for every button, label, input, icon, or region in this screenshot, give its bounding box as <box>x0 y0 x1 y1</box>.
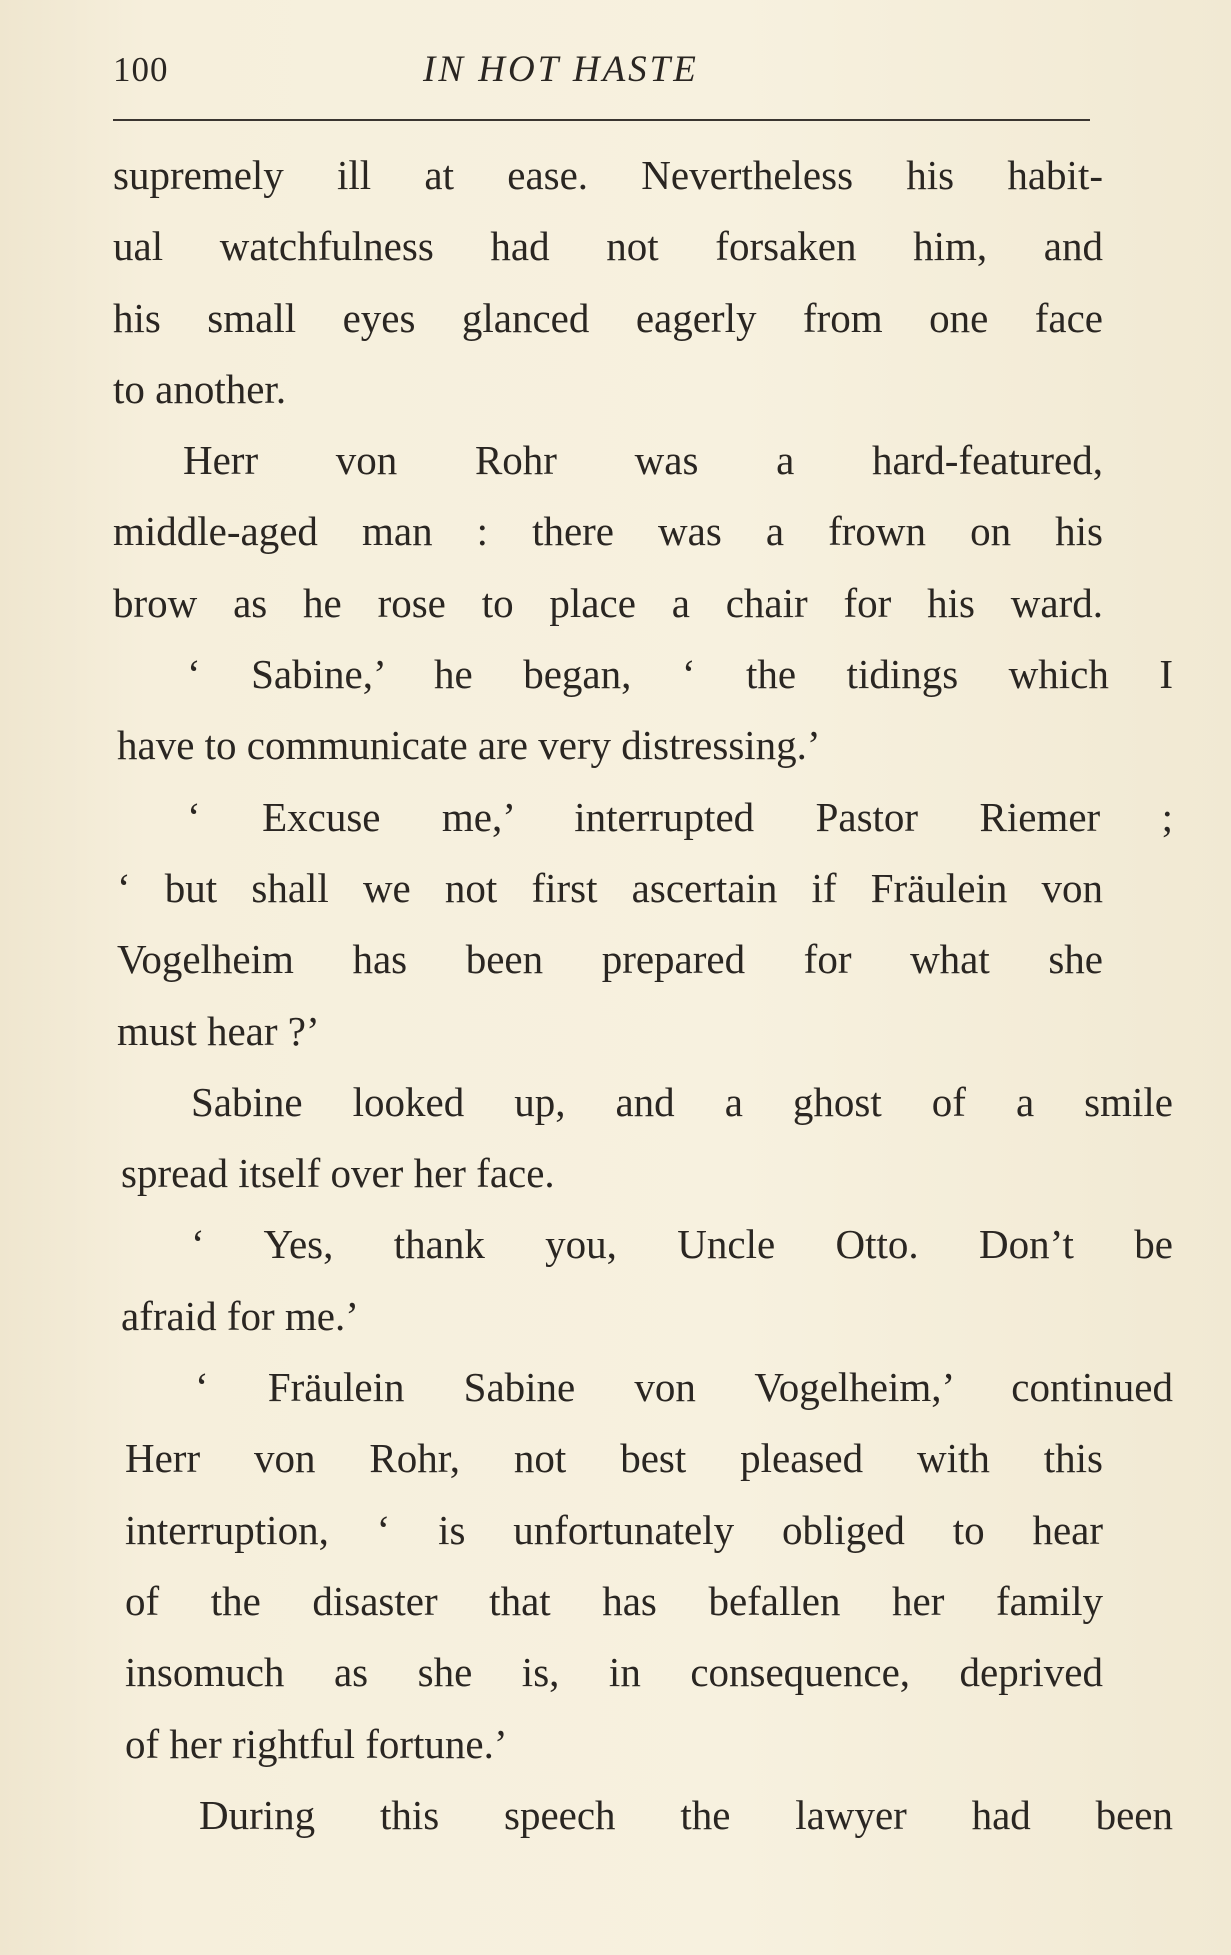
text-line: spread itself over her face. <box>121 1150 555 1197</box>
page-number: 100 <box>113 50 169 89</box>
text-line: ‘ but shall we not first ascertain if Fräulein von <box>117 864 1103 911</box>
text-line: must hear ?’ <box>117 1007 320 1054</box>
text-line: afraid for me.’ <box>121 1292 359 1339</box>
text-line: ‘ Sabine,’ he began, ‘ the tidings which I <box>187 651 1173 698</box>
text-line: brow as he rose to place a chair for his ward. <box>113 579 1103 626</box>
text-line: middle-aged man : there was a frown on his <box>113 508 1103 555</box>
text-line: ual watchfulness had not forsaken him, and <box>113 223 1103 270</box>
text-line: Herr von Rohr was a hard-featured, <box>183 437 1103 484</box>
text-line: supremely ill at ease. Nevertheless his habit- <box>113 152 1103 198</box>
text-line: of her rightful fortune.’ <box>125 1720 508 1767</box>
text-line: ‘ Excuse me,’ interrupted Pastor Riemer ; <box>187 793 1173 840</box>
text-line: insomuch as she is, in consequence, deprived <box>125 1649 1103 1696</box>
text-line: his small eyes glanced eagerly from one face <box>113 294 1103 341</box>
text-line: to another. <box>113 365 287 412</box>
body-text <box>113 140 1173 1851</box>
page-header <box>113 44 1090 104</box>
text-line: During this speech the lawyer had been <box>199 1791 1173 1838</box>
text-line: ‘ Yes, thank you, Uncle Otto. Don’t be <box>191 1221 1173 1268</box>
text-line: Vogelheim has been prepared for what she <box>117 936 1103 983</box>
header-rule <box>113 119 1090 121</box>
text-line: of the disaster that has befallen her family <box>125 1577 1103 1624</box>
text-line: have to communicate are very distressing.’ <box>117 722 821 769</box>
text-line: Herr von Rohr, not best pleased with this <box>125 1435 1103 1482</box>
text-line: Sabine looked up, and a ghost of a smile <box>191 1078 1173 1125</box>
text-line: ‘ Fräulein Sabine von Vogelheim,’ continued <box>195 1364 1173 1411</box>
text-line: interruption, ‘ is unfortunately obliged to hear <box>125 1506 1103 1553</box>
running-head-title: IN HOT HASTE <box>423 49 699 90</box>
